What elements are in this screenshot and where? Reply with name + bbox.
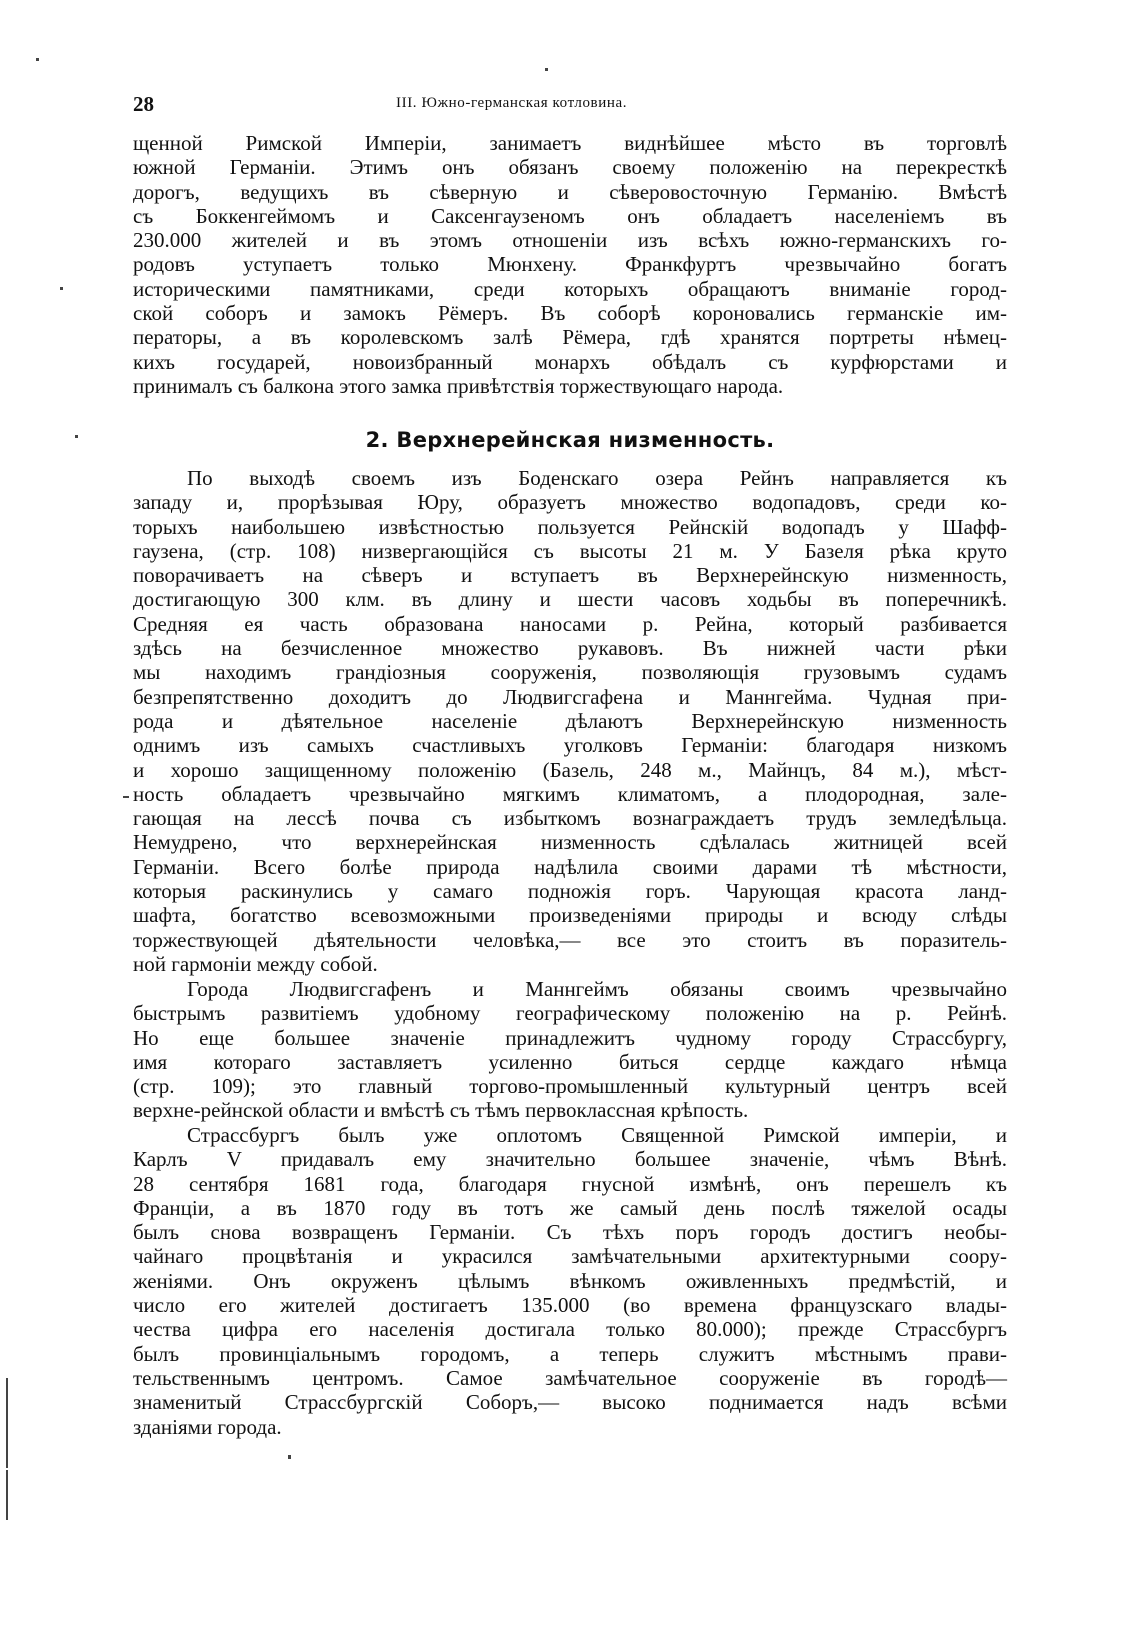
text-line: Города Людвигсгафенъ и Маннгеймъ обязаны своимъ чрезвычайно	[187, 977, 1007, 1001]
text-line: Немудрено, что верхнерейнская низменность сдѣлалась житницей всей	[133, 830, 1007, 855]
text-line: Франціи, а въ 1870 году въ тотъ же самый день послѣ тяжелой осады	[133, 1195, 1007, 1220]
text-line: щенной Римской Имперіи, занимаетъ виднѣйшее мѣсто въ торговлѣ	[133, 131, 1007, 155]
text-line: здѣсь на безчисленное множество рукавовъ. Въ нижней части рѣки	[133, 636, 1007, 661]
text-line: чайнаго процвѣтанія и украсился замѣчательными архитектурными соору-	[133, 1244, 1007, 1269]
text-line: безпрепятственно доходитъ до Людвигсгафена и Маннгейма. Чудная при-	[133, 684, 1007, 709]
text-line: верхне-рейнской области и вмѣстѣ съ тѣмъ первоклассная крѣпость.	[133, 1098, 749, 1123]
text-line: число его жителей достигаетъ 135.000 (во времена французскаго влады-	[133, 1293, 1007, 1318]
section-paragraph-1	[133, 466, 1007, 976]
text-line: достигающую 300 клм. въ длину и шести часовъ ходьбы въ поперечникѣ.	[133, 587, 1007, 612]
section-title: 2. Верхнерейнская низменность.	[365, 428, 775, 452]
margin-line	[6, 1378, 8, 1468]
text-line: Страссбургъ былъ уже оплотомъ Священной Римской имперіи, и	[187, 1123, 1007, 1147]
section-paragraph-3	[133, 1123, 1007, 1439]
text-line: женіями. Онъ окруженъ цѣлымъ вѣнкомъ оживленныхъ предмѣстій, и	[133, 1268, 1007, 1293]
margin-speck	[545, 68, 548, 71]
text-line: историческими памятниками, среди которыхъ обращаютъ вниманіе город-	[133, 276, 1007, 301]
text-line: родовъ уступаетъ только Мюнхену. Франкфуртъ чрезвычайно богатъ	[133, 252, 1007, 277]
margin-speck	[75, 435, 78, 438]
text-line: торжествующей дѣятельности человѣка,— все это стоитъ въ поразитель-	[133, 927, 1007, 952]
text-line: Но еще большее значеніе принадлежитъ чудному городу Страссбургу,	[133, 1025, 1007, 1050]
text-line: чества цифра его населенія достигала только 80.000); прежде Страссбургъ	[133, 1317, 1007, 1342]
text-line: южной Германіи. Этимъ онъ обязанъ своему положенію на перекресткѣ	[133, 155, 1007, 180]
text-line: знаменитый Страссбургскій Соборъ,— высоко поднимается надъ всѣми	[133, 1390, 1007, 1415]
running-head: III. Южно-германская котловина.	[396, 95, 628, 111]
text-line: шафта, богатство всевозможными произведеніями природы и всюду слѣды	[133, 903, 1007, 928]
text-line: ператоры, а въ королевскомъ залѣ Рёмера, гдѣ хранятся портреты нѣмец-	[133, 325, 1007, 350]
text-line: торыхъ наибольшею извѣстностью пользуется Рейнскій водопадъ у Шафф-	[133, 514, 1007, 539]
text-line: былъ провинціальнымъ городомъ, а теперь служитъ мѣстнымъ прави-	[133, 1341, 1007, 1366]
text-line: поворачиваетъ на сѣверъ и вступаетъ въ Верхнерейнскую низменность,	[133, 563, 1007, 588]
text-line: и хорошо защищенному положенію (Базель, 248 м., Майнцъ, 84 м.), мѣст-	[133, 757, 1007, 782]
text-line: быстрымъ развитіемъ удобному географическому положенію на р. Рейнѣ.	[133, 1001, 1007, 1026]
intro-paragraph	[133, 131, 1007, 398]
page-header	[133, 92, 1007, 122]
section-paragraph-2	[133, 977, 1007, 1123]
text-line: кихъ государей, новоизбранный монархъ обѣдалъ съ курфюрстами и	[133, 349, 1007, 374]
text-line: гающая на лессѣ почва съ избыткомъ вознаграждаетъ трудъ земледѣльца.	[133, 806, 1007, 831]
text-line: съ Боккенгеймомъ и Саксенгаузеномъ онъ обладаетъ населеніемъ въ	[133, 203, 1007, 228]
text-line: ской соборъ и замокъ Рёмеръ. Въ соборѣ короновались германскіе им-	[133, 301, 1007, 326]
text-line: Германіи. Всего болѣе природа надѣлила своими дарами тѣ мѣстности,	[133, 854, 1007, 879]
text-line: мы находимъ грандіозныя сооруженія, позволяющія грузовымъ судамъ	[133, 660, 1007, 685]
text-line: зданіями города.	[133, 1414, 282, 1439]
text-line: ность обладаетъ чрезвычайно мягкимъ климатомъ, а плодородная, зале-	[133, 781, 1007, 806]
text-line: западу и, прорѣзывая Юру, образуетъ множество водопадовъ, среди ко-	[133, 490, 1007, 515]
text-line: былъ снова возвращенъ Германіи. Съ тѣхъ поръ городъ достигъ необы-	[133, 1220, 1007, 1245]
text-line: По выходѣ своемъ изъ Боденскаго озера Рейнъ направляется къ	[187, 466, 1007, 490]
text-line: которыя раскинулись у самаго подножія горъ. Чарующая красота ланд-	[133, 879, 1007, 904]
text-line: Карлъ V придавалъ ему значительно большее значеніе, чѣмъ Вѣнѣ.	[133, 1147, 1007, 1172]
text-line: 230.000 жителей и въ этомъ отношеніи изъ всѣхъ южно-германскихъ го-	[133, 228, 1007, 253]
text-line: принималъ съ балкона этого замка привѣтствія торжествующаго народа.	[133, 373, 784, 398]
margin-line	[6, 1470, 8, 1520]
text-line: 28 сентября 1681 года, благодаря гнусной измѣнѣ, онъ перешелъ къ	[133, 1171, 1007, 1196]
text-line: ной гармоніи между собой.	[133, 951, 378, 976]
text-line: тельственнымъ центромъ. Самое замѣчательное сооруженіе въ городѣ—	[133, 1365, 1007, 1390]
text-line: дорогъ, ведущихъ въ сѣверную и сѣверовосточную Германію. Вмѣстѣ	[133, 179, 1007, 204]
text-line: рода и дѣятельное населеніе дѣлаютъ Верхнерейнскую низменность	[133, 708, 1007, 733]
text-line: гаузена, (стр. 108) низвергающійся съ высоты 21 м. У Базеля рѣка круто	[133, 538, 1007, 563]
text-line: имя котораго заставляетъ усиленно биться сердце каждаго нѣмца	[133, 1049, 1007, 1074]
text-line: Средняя ея часть образована наносами р. Рейна, который разбивается	[133, 611, 1007, 636]
margin-speck	[123, 796, 129, 798]
page-number: 28	[133, 92, 154, 116]
text-line: (стр. 109); это главный торгово-промышленный культурный центръ всей	[133, 1074, 1007, 1099]
margin-speck	[60, 287, 63, 290]
margin-speck	[288, 1455, 291, 1459]
text-line: однимъ изъ самыхъ счастливыхъ уголковъ Германіи: благодаря низкомъ	[133, 733, 1007, 758]
margin-speck	[36, 58, 39, 61]
